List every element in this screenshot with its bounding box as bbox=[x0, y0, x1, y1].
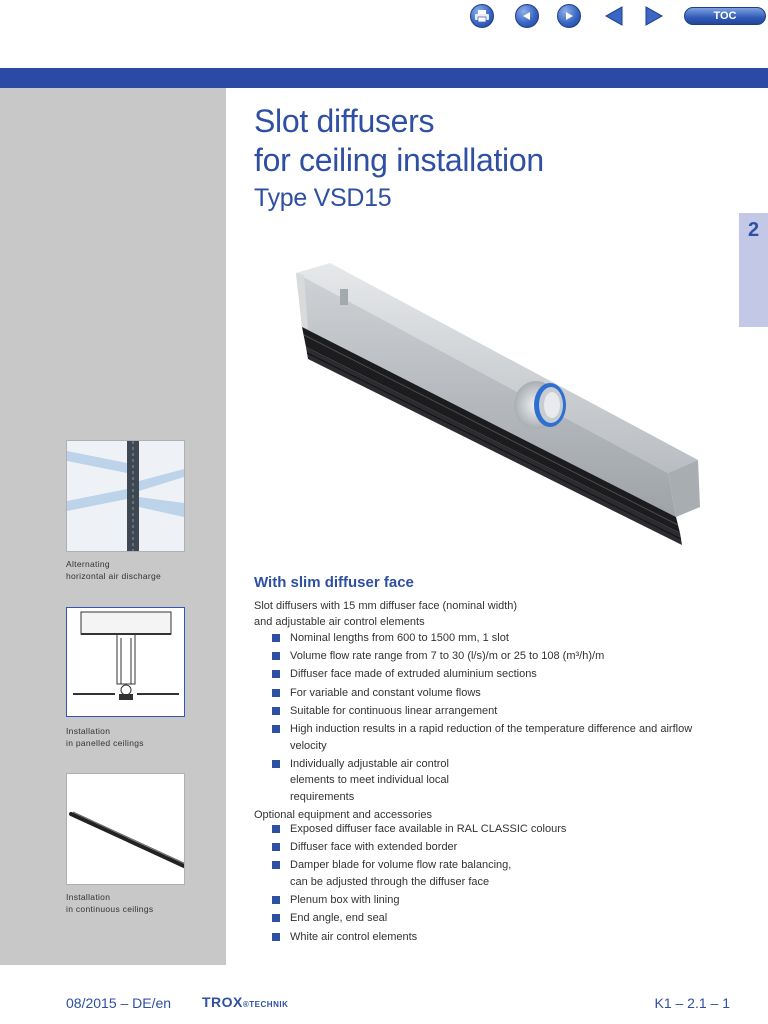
trox-logo: TROX®TECHNIK bbox=[202, 994, 289, 1010]
list-item: Diffuser face made of extruded aluminium sections bbox=[272, 666, 722, 683]
list-item: Nominal lengths from 600 to 1500 mm, 1 slot bbox=[272, 630, 722, 647]
bullet-icon bbox=[272, 689, 280, 697]
bullet-icon bbox=[272, 896, 280, 904]
intro-text: Slot diffusers with 15 mm diffuser face (nominal width) and adjustable air control elements bbox=[254, 600, 518, 628]
list-item: Individually adjustable air control elements to meet individual local requirements bbox=[272, 756, 722, 806]
chapter-tab[interactable] bbox=[739, 213, 768, 327]
chapter-number: 2 bbox=[747, 219, 760, 241]
bullet-icon bbox=[272, 933, 280, 941]
caption-alternating: Alternating horizontal air discharge bbox=[66, 559, 162, 581]
list-item: For variable and constant volume flows bbox=[272, 685, 722, 702]
bullet-icon bbox=[272, 843, 280, 851]
optional-list bbox=[272, 821, 722, 947]
bullet-icon bbox=[272, 652, 280, 660]
footer-date: 08/2015 – DE/en bbox=[66, 995, 172, 1011]
bullet-icon bbox=[272, 825, 280, 833]
panelled-ceiling-image bbox=[66, 607, 185, 717]
product-image bbox=[288, 255, 708, 545]
list-item: White air control elements bbox=[272, 929, 722, 946]
page-title-line2: for ceiling installation bbox=[254, 142, 544, 178]
bullet-icon bbox=[272, 725, 280, 733]
back-icon[interactable] bbox=[602, 5, 626, 27]
section-heading: With slim diffuser face bbox=[254, 574, 414, 591]
header-band bbox=[0, 68, 768, 88]
list-item: Damper blade for volume flow rate balancing, can be adjusted through the diffuser face bbox=[272, 857, 722, 890]
page-reference: K1 – 2.1 – 1 bbox=[654, 995, 730, 1011]
caption-panelled: Installation in panelled ceilings bbox=[66, 726, 144, 748]
bullet-icon bbox=[272, 707, 280, 715]
bullet-icon bbox=[272, 914, 280, 922]
list-item: High induction results in a rapid reduction of the temperature difference and airflow velocity bbox=[272, 721, 722, 754]
bullet-icon bbox=[272, 760, 280, 768]
page-title-line1: Slot diffusers bbox=[254, 103, 435, 139]
bullet-icon bbox=[272, 670, 280, 678]
list-item: Exposed diffuser face available in RAL CLASSIC colours bbox=[272, 821, 722, 838]
optional-heading: Optional equipment and accessories bbox=[254, 809, 432, 821]
top-navigation bbox=[0, 4, 768, 28]
list-item: End angle, end seal bbox=[272, 910, 722, 927]
list-item: Volume flow rate range from 7 to 30 (l/s)/m or 25 to 108 (m³/h)/m bbox=[272, 648, 722, 665]
toc-button[interactable]: TOC bbox=[684, 7, 766, 25]
list-item: Suitable for continuous linear arrangement bbox=[272, 703, 722, 720]
feature-list bbox=[272, 630, 722, 807]
next-page-icon[interactable] bbox=[557, 4, 581, 28]
alternating-discharge-image bbox=[66, 440, 185, 552]
list-item: Diffuser face with extended border bbox=[272, 839, 722, 856]
bullet-icon bbox=[272, 861, 280, 869]
product-type: Type VSD15 bbox=[254, 184, 392, 212]
print-icon[interactable] bbox=[470, 4, 494, 28]
list-item: Plenum box with lining bbox=[272, 892, 722, 909]
forward-icon[interactable] bbox=[642, 5, 666, 27]
previous-page-icon[interactable] bbox=[515, 4, 539, 28]
caption-continuous: Installation in continuous ceilings bbox=[66, 892, 154, 914]
bullet-icon bbox=[272, 634, 280, 642]
continuous-ceiling-image bbox=[66, 773, 185, 885]
